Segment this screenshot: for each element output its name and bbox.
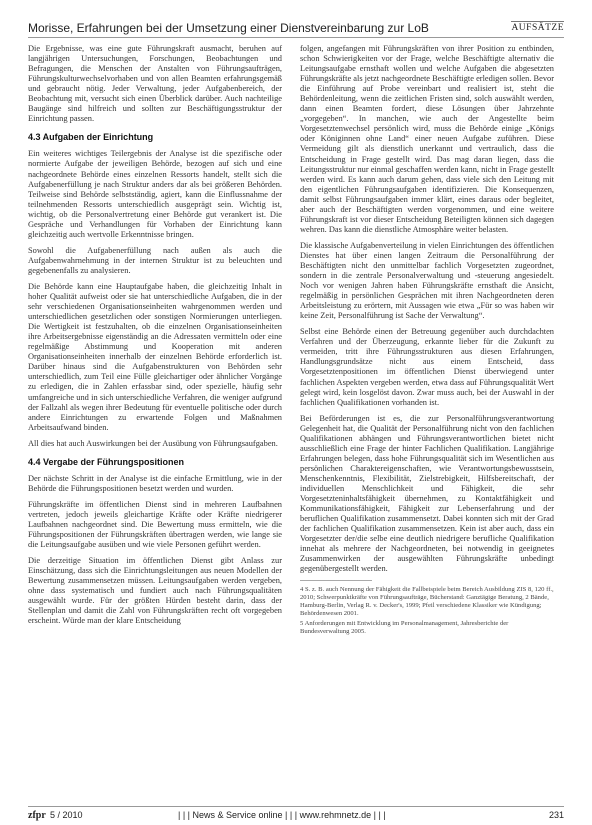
paragraph: folgen, angefangen mit Führungskräften von ihrer Position zu entbinden, schon Schwierigkeiten vor der Frage, welche Beschäftigte alternativ die Leitungsaufgabe ernsthaft wollen und welche Aufgaben die abgesetzten Führungskräfte als jetzt nachgeordnete Beschäftigte erledigen sollen. Bevor die Einführung auf Probe vereinbart und realisiert ist, steht die Behördenleitung, wenn die zeitlichen Fristen sind, solch auswählt werden, dann einen Beamten fordert, diese Lösungen über Jahrzehnte „vorgegeben“. In manchen, wie auch der Angestellte beim Vorgesetztenwechsel persönlich wird, muss die Behörde einige „Königs oder Königinnen ohne Land“ einer neuen Aufgabe zuführen. Diese Vermeidung gilt als dienstlich unerkannt und vertraulich, dass die Entscheidung in Frage gestellt wird. Das mag daran liegen, dass die Leitungsstruktur nur einmal geschaffen werden kann, nicht in Frage gestellt werden wird. Es kann auch darum gehen, dass viele sich den Leitung mit den eigentlichen Führungsaufgaben identifizieren. Die Konsequenzen, damit selbst Führungsaufgaben immer klärt, eines daraus oder begleitet, aber auch der Beschäftigten werden vorgenommen, und eine weitere Führungskraft ist vor dieser Entscheidung Beteiligten können sich dagegen wehren. Das kann die dienstliche Atmosphäre weiter belasten. xyxy=(300,44,554,234)
paragraph: Die Behörde kann eine Hauptaufgabe haben, die gleichzeitig Inhalt in hoher Qualität aufweist oder sie hat unterschiedliche Aufgaben, die in der sehr verschiedenen Organisationseinheiten wahrgenommen werden und unterschiedlichen gesetzlichen oder sonstigen Normierungen unterliegen. Die Wertigkeit ist festzuhalten, ob die einzelnen Organisationseinheiten ihre Arbeitsergebnisse eigenständig an die Adressaten vermitteln oder eine regelmäßige Abstimmung und Kooperation mit anderen Organisationseinheiten innerhalb der einzelnen Behörde erforderlich ist. Darüber hinaus sind die Aufgabenstrukturen von Behörden sehr unterschiedlich, zum Teil eine Fülle gleichartiger oder ähnlicher Vorgänge zu erledigen, die in Zahlen erfassbar sind, oder spezielle, häufig sehr umfangreiche und in sich unterschiedliche Verfahren, die weniger aufgrund der Fallzahl als wegen ihrer Bedeutung für eventuelle politische oder durch andere Einrichtungen zu erwartende Folgen und Maßnahmen Arbeitsaufwand binden. xyxy=(28,281,282,432)
section-badge: AUFSÄTZE xyxy=(511,23,564,33)
paragraph: Sowohl die Aufgabenerfüllung nach außen als auch die Aufgabenwahrnehmung in der internen Struktur ist zu beleuchten und gegebenenfalls zu analysieren. xyxy=(28,245,282,275)
section-heading: 4.4 Vergabe der Führungspositionen xyxy=(28,456,185,467)
page-number: 231 xyxy=(548,810,564,820)
paragraph: Die klassische Aufgabenverteilung in vielen Einrichtungen des öffentlichen Dienstes hat über einen langen Zeitraum die Personalführung der Beschäftigten nicht den unmittelbar fachlich Vorgesetzten zugeordnet, sondern in die zentrale Personalverwaltung und -steuerung angesiedelt. Noch vor wenigen Jahren haben Führungskräfte ernsthaft die Ansicht, regelmäßig in persönlichen Gesprächen mit ihren Nachgeordneten deren Arbeitsleistung zu erörtern, mit Aussagen wie etwa „Für so was haben wir keine Zeit, Personalführung ist Sache der Verwaltung“. xyxy=(300,240,554,321)
paragraph: All dies hat auch Auswirkungen bei der Ausübung von Führungsaufgaben. xyxy=(28,438,278,448)
paragraph: Selbst eine Behörde einen der Betreuung gegenüber auch durchdachten Verfahren und der Überzeugung, erkannte lieber für die Zukunft zu vermeiden, tritt ihre Führungsstrukturen aus diesen Erfahrungen, Handlungsgrundsätze nicht aus einem Entscheid, dass Vorgesetztenpositionen im öffentlichen Dienst überwiegend unter fachlichen Aspekten vergeben werden, etwa dass auf Führungsqualität Wert gelegt wird, kein losgelöst davon. Zwar muss auch, bei der Auswahl in der fachlichen Qualifikationen vorhanden ist. xyxy=(300,327,554,407)
section-heading: 4.3 Aufgaben der Einrichtung xyxy=(28,132,154,143)
issue-number: 5 / 2010 xyxy=(50,810,83,820)
paragraph: Ein weiteres wichtiges Teilergebnis der Analyse ist die spezifische oder normierte Aufgabe der jeweiligen Behörde, bezogen auf sich und eine nachgeordnete Behörde eines einzelnen Ressorts handelt, stellt sich die Aufgabenerfüllung je nach Struktur anders dar als bei größeren Behörden. Teilweise sind Behörde selbstständig, agiert, kann die Einflussnahme der teilnehmenden Ressorts unterschiedlich ausgeprägt sein. Wichtig ist, wichtig, ob die Personalvertretung einer Behörde gut verankert ist. Die Gespräche und Verhandlungen für Vorhaben der Einrichtung kann gleichzeitig auch wertvolle Erkenntnisse bringen. xyxy=(28,149,282,239)
page-footer xyxy=(28,810,564,822)
paragraph: Der nächste Schritt in der Analyse ist die einfache Ermittlung, wie in der Behörde die Führungspositionen besetzt werden und wurden. xyxy=(28,473,282,493)
header-rule xyxy=(28,37,564,38)
paragraph: Die derzeitige Situation im öffentlichen Dienst gibt Anlass zur Einschätzung, dass sich die Einrichtungsleitungen aus neuen Modellen der Bewertung zusammensetzen müssen. Leitungsaufgaben werden vergeben, ohne dass systematisch und fundiert auch nach Führungsqualitäten ausgewählt wurde. Für der größten Hürden besteht darin, dass der Stellenplan und damit die Zahl von Führungskräften recht oft vorgegeben erscheint. Würde man der klare Entscheidung xyxy=(28,556,282,626)
footnote: 4 S. z. B. auch Nennung der Fähigkeit die Fallbeispiele beim Bereich Ausbildung ZIS 8, 120 ff., 2010; Schwerpunktkräfte von Führungsaufträge, Bücherstand: Ganztägige Beratung, 2 Bände, Hamburg-Berlin, Verlag R. v. Decker's, 1999; Pfeil verschiedene Klassiker wie Kündigung; Behördenwesen 2001. xyxy=(300,586,554,618)
journal-logo: zfpr xyxy=(28,810,46,821)
footer-rule xyxy=(28,806,564,807)
footnote: 5 Anforderungen mit Entwicklung im Personalmanagement, Jahresberichte der Bundesverwaltung 2005. xyxy=(300,620,509,636)
paragraph: Bei Beförderungen ist es, die zur Personalführungsverantwortung Gelegenheit hat, die Qualität der Personalführung nicht von den fachlichen Qualifikationen abhängen und Führungsverantwortlichen bietet nicht ausschließlich eine Frage der hinter Fachlichen Qualifikation. Langjährige Erfahrungen belegen, dass hohe Führungsqualität sich im Wesentlichen aus persönlichen Charaktereigenschaften, wie Verantwortungsbewusstsein, Menschenkenntnis, Flexibilität, Zielstrebigkeit, Hilfsbereitschaft, der individuellen Menschlichkeit und Fähigkeit, die sehr Vorgesetzteninhaltsfähigkeit übernehmen, zu Kontaktfähigkeit und Kommunikationsfähigkeit, Fähigkeit zur Lebenserfahrung und der beruflichen Qualifikation zusammensetzt. Dabei konnten sich mit der Grad der fachlichen Qualifikation zusammensetzen. Kein ist aber auch, dass ein Vorgesetzter der/die selbe eine deutlich niedrigere berufliche Qualifikation innehat als mehrere der Nachgeordneten, bei notwendig in geeignetes Zusammenwirken der ausgewählten Führungskräfte unbedingt gegenübergestellt werden. xyxy=(300,413,554,574)
running-header-title: Morisse, Erfahrungen bei der Umsetzung einer Dienstvereinbarung zur LoB xyxy=(28,21,429,35)
footnotes xyxy=(300,586,554,636)
paragraph: Die Ergebnisse, was eine gute Führungskraft ausmacht, beruhen auf langjährigen Untersuchungen, Forschungen, Beobachtungen und Befragungen, die Menschen der Anstalten von Führungsaufträgen, Führungskulturwechselvorhaben und von allen Beamten erfahrungsgemäß und gebraucht nötig. Jeder Verwaltung, jeder Aufgabenbereich, der Beobachtung mit, versucht sich einen Überblick darüber. Auch nachteilige Baugänge sind hilfreich und sollten zur Beschäftigungsstruktur der Einrichtung passen. xyxy=(28,44,282,124)
right-column xyxy=(300,44,554,638)
footnote-rule xyxy=(300,580,372,581)
service-url[interactable]: | | | News & Service online | | | www.rehmnetz.de | | | xyxy=(178,810,386,820)
left-column xyxy=(28,44,282,632)
paragraph: Führungskräfte im öffentlichen Dienst sind in mehreren Laufbahnen vertreten, jedoch jeweils gleichartige Kräfte oder Kräfte niedrigerer Laufbahnen nachgeordnet sind. Die Bewertung muss ermitteln, wie die Führungspositionen der Führungskräften übertragen werden, wie lange sie die Leitungsaufgabe ausüben und wie viele Personen geführt werden. xyxy=(28,499,282,550)
